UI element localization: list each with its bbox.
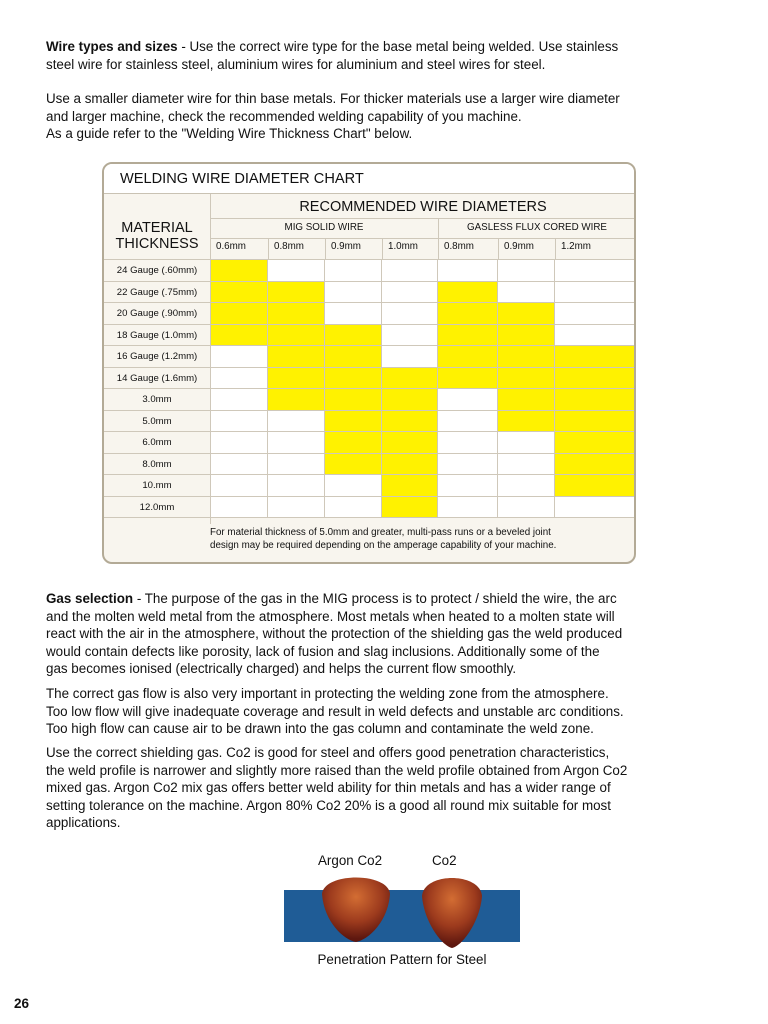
recommended-cell [498,346,555,368]
recommended-cell [382,368,438,390]
recommended-cell [555,475,636,497]
recommended-cell [498,389,555,411]
empty-cell [555,325,636,347]
base-plate [284,890,520,942]
recommended-cell [438,368,498,390]
intro-line-1: Wire types and sizes - Use the correct wire type for the base metal being welded. Use stainless [46,39,619,54]
recommended-cell [382,475,438,497]
column-header: 0.9mm [504,241,534,252]
empty-cell [268,260,325,282]
empty-cell [498,454,555,476]
empty-cell [268,475,325,497]
recommended-cell [268,368,325,390]
recommended-divider [210,218,636,219]
intro-line-2: steel wire for stainless steel, aluminium wires for aluminium and steel wires for steel. [46,56,546,72]
chart-title: WELDING WIRE DIAMETER CHART [104,164,634,194]
column-header: 0.8mm [444,241,474,252]
figure-caption: Penetration Pattern for Steel [317,952,487,967]
recommended-cell [325,411,382,433]
row-divider [104,517,210,518]
column-divider [268,238,269,260]
recommended-cell [555,368,636,390]
empty-cell [438,411,498,433]
column-divider [325,238,326,260]
recommended-cell [210,325,268,347]
recommended-cell [268,389,325,411]
row-label: 16 Gauge (1.2mm) [116,351,198,362]
shield-line-3: mixed gas. Argon Co2 mix gas offers better weld ability for thin metals and has a wider range of [46,780,611,796]
column-header: 0.8mm [274,241,304,252]
gas-line-2: and the molten weld metal from the atmosphere. Most metals when heated to a molten state will [46,608,615,624]
gas-line-5: gas becomes ionised (electrically charged) and helps the current flow smoothly. [46,661,517,677]
row-label: 10.mm [142,480,172,491]
mig-group-header: MIG SOLID WIRE [284,222,364,233]
recommended-cell [382,432,438,454]
material-header-2: THICKNESS [115,236,199,252]
intro-heading: Wire types and sizes [46,39,178,54]
empty-cell [438,475,498,497]
chart-note-line-1: For material thickness of 5.0mm and greater, multi-pass runs or a beveled joint [210,527,551,538]
empty-cell [382,346,438,368]
recommended-cell [438,325,498,347]
recommended-cell [210,260,268,282]
empty-cell [268,454,325,476]
gas-flow-paragraph [46,685,726,738]
column-header: 1.0mm [388,241,418,252]
column-divider [498,238,499,260]
row-label: 3.0mm [142,394,172,405]
recommended-cell [325,454,382,476]
gas-line-4: would contain defects like porosity, lack of fusion and slag inclusions. Additionally some of the [46,643,600,659]
empty-cell [210,432,268,454]
empty-cell [382,260,438,282]
flow-line-2: Too low flow will give inadequate coverage and result in weld defects and unstable arc conditions. [46,703,624,719]
recommended-cell [210,282,268,304]
empty-cell [210,497,268,519]
empty-cell [210,346,268,368]
empty-cell [498,282,555,304]
empty-cell [555,497,636,519]
recommended-cell [325,325,382,347]
flow-line-3: Too high flow can cause air to be drawn into the gas column and contaminate the weld zone. [46,721,594,737]
wire-size-paragraph [46,90,726,143]
shielding-gas-paragraph [46,744,726,832]
gas-selection-paragraph [46,590,726,678]
empty-cell [555,282,636,304]
row-label: 24 Gauge (.60mm) [116,265,198,276]
empty-cell [382,303,438,325]
recommended-cell [438,282,498,304]
argon-co2-label: Argon Co2 [318,853,383,868]
recommended-cell [382,389,438,411]
recommended-cell [555,454,636,476]
empty-cell [438,454,498,476]
empty-cell [325,475,382,497]
row-label: 6.0mm [142,437,172,448]
empty-cell [268,411,325,433]
row-label: 8.0mm [142,458,172,470]
recommended-cell [555,411,636,433]
group-divider [438,218,439,260]
wire-diameter-chart [102,162,636,564]
chart-note [210,526,620,552]
recommended-cell [498,303,555,325]
empty-cell [498,260,555,282]
shield-line-5: applications. [46,815,121,831]
co2-label: Co2 [432,853,457,868]
empty-cell [498,432,555,454]
row-label: 18 Gauge (1.0mm) [116,329,198,341]
empty-cell [268,497,325,519]
header-bottom-divider [104,259,636,260]
empty-cell [210,454,268,476]
material-column-divider [210,194,211,524]
row-label: 14 Gauge (1.6mm) [116,372,198,384]
column-header: 0.6mm [216,241,246,252]
column-divider [555,238,556,260]
recommended-cell [382,454,438,476]
recommended-cell [498,368,555,390]
empty-cell [498,497,555,519]
empty-cell [382,282,438,304]
row-label: 22 Gauge (.75mm) [116,286,198,298]
recommended-cell [325,368,382,390]
recommended-cell [438,346,498,368]
empty-cell [325,303,382,325]
recommended-cell [268,325,325,347]
recommended-header: RECOMMENDED WIRE DIAMETERS [299,199,547,215]
gas-line-3: react with the air in the atmosphere, without the protection of the shielding gas the weld produced [46,626,623,642]
row-label: 12.0mm [139,501,175,513]
recommended-cell [498,325,555,347]
wire-size-line-1: Use a smaller diameter wire for thin base metals. For thicker materials use a larger wire diameter [46,91,620,106]
recommended-cell [268,346,325,368]
row-label: 5.0mm [142,415,172,427]
empty-cell [210,368,268,390]
recommended-cell [325,389,382,411]
empty-cell [325,282,382,304]
empty-cell [498,475,555,497]
empty-cell [438,389,498,411]
row-label: 20 Gauge (.90mm) [116,308,198,319]
material-header-1: MATERIAL [121,220,193,236]
empty-cell [210,475,268,497]
recommended-cell [325,346,382,368]
recommended-cell [382,497,438,519]
column-header: 0.9mm [331,241,361,252]
empty-cell [210,389,268,411]
empty-cell [438,497,498,519]
empty-cell [555,303,636,325]
shield-line-4: setting tolerance on the machine. Argon 80% Co2 20% is a good all round mix suitable for most [46,797,611,813]
column-header: 1.2mm [561,241,591,252]
group-bottom-divider [210,238,636,239]
recommended-cell [268,282,325,304]
empty-cell [325,260,382,282]
recommended-cell [438,303,498,325]
column-divider [382,238,383,260]
recommended-cell [268,303,325,325]
recommended-cell [555,432,636,454]
intro-paragraph [46,38,726,73]
recommended-cell [325,432,382,454]
recommended-cell [498,411,555,433]
chart-note-line-2: design may be required depending on the amperage capability of your machine. [210,540,557,551]
page-number: 26 [14,996,30,1011]
flux-group-header: GASLESS FLUX CORED WIRE [467,222,607,233]
shield-line-2: the weld profile is narrower and slightly more raised than the weld profile obtained from Argon Co2 [46,762,628,778]
recommended-cell [555,346,636,368]
shield-line-1: Use the correct shielding gas. Co2 is good for steel and offers good penetration characteristics, [46,745,610,760]
empty-cell [268,432,325,454]
empty-cell [210,411,268,433]
empty-cell [325,497,382,519]
penetration-figure [284,850,524,974]
empty-cell [555,260,636,282]
empty-cell [382,325,438,347]
wire-size-line-2: and larger machine, check the recommended welding capability of you machine. [46,108,522,124]
recommended-cell [382,411,438,433]
flow-line-1: The correct gas flow is also very important in protecting the welding zone from the atmosphere. [46,686,609,701]
gas-line-1: Gas selection - The purpose of the gas in the MIG process is to protect / shield the wire, the arc [46,591,617,606]
recommended-cell [555,389,636,411]
empty-cell [438,432,498,454]
recommended-cell [210,303,268,325]
gas-heading: Gas selection [46,591,134,606]
empty-cell [438,260,498,282]
wire-size-line-3: As a guide refer to the "Welding Wire Thickness Chart" below. [46,126,413,142]
